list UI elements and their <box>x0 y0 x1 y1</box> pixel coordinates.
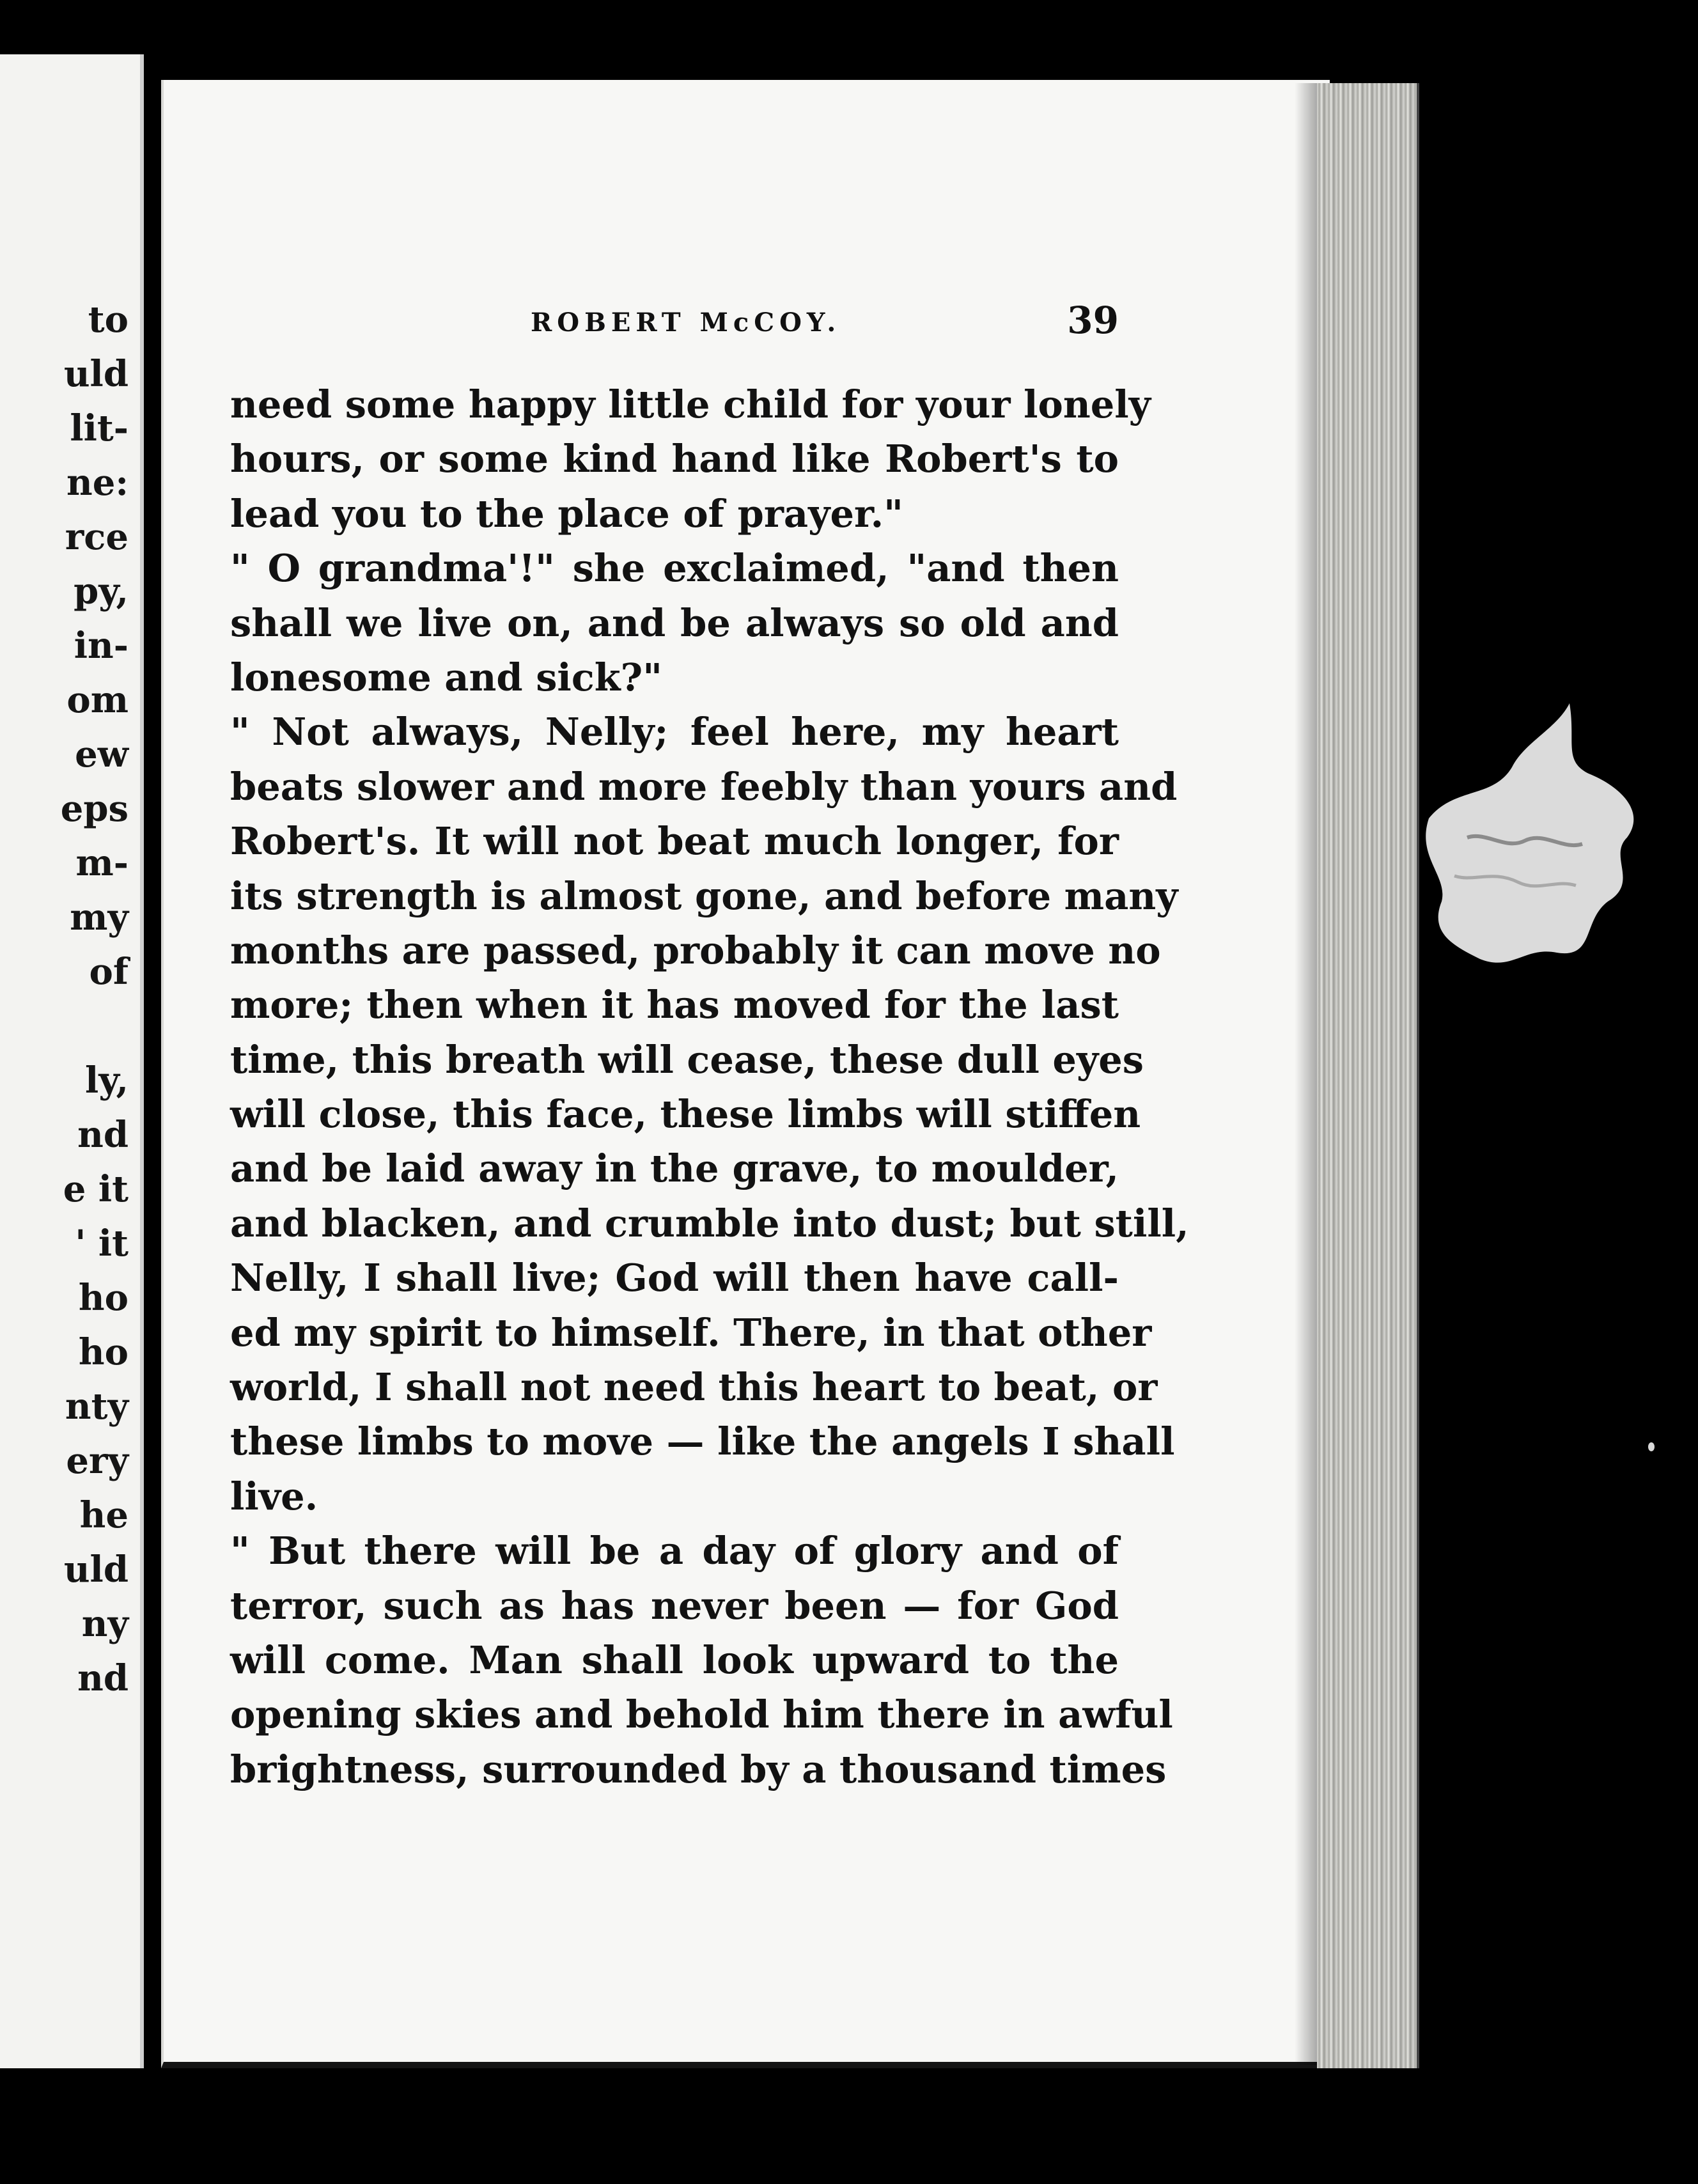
text-line: its strength is almost gone, and before many <box>230 873 1178 918</box>
previous-page-text-fragment: ho <box>78 1277 129 1319</box>
previous-page-text-fragment: ly, <box>85 1059 129 1102</box>
text-line: Robert's. It will not beat much longer, for <box>230 819 1119 864</box>
previous-page-text-fragment: of <box>89 951 129 993</box>
page-number: 39 <box>1067 299 1119 342</box>
text-line: and be laid away in the grave, to moulder, <box>230 1146 1119 1191</box>
text-line: shall we live on, and be always so old and <box>230 600 1119 645</box>
page-header <box>531 300 1119 345</box>
text-line: Nelly, I shall live; God will then have call- <box>230 1256 1119 1300</box>
previous-page-text-fragment: rce <box>65 516 129 558</box>
previous-page-text-fragment: m- <box>75 842 129 884</box>
text-line: lonesome and sick?" <box>230 655 662 699</box>
previous-page-text-fragment: to <box>88 299 129 341</box>
previous-page-text-fragment: ny <box>81 1603 129 1645</box>
previous-page-fragment <box>0 54 144 2068</box>
previous-page-text-fragment: nd <box>77 1657 129 1699</box>
text-line: these limbs to move — like the angels I shall <box>230 1419 1175 1464</box>
text-line: " O grandma'!" she exclaimed, "and then <box>230 546 1119 591</box>
page-edges <box>1317 83 1419 2068</box>
text-line: " But there will be a day of glory and of <box>230 1529 1119 1573</box>
previous-page-text-fragment: he <box>79 1494 129 1536</box>
previous-page-text-fragment: ew <box>75 733 129 776</box>
text-line: months are passed, probably it can move no <box>230 928 1161 972</box>
previous-page-text-fragment: nty <box>65 1385 129 1428</box>
text-line: brightness, surrounded by a thousand times <box>230 1747 1167 1791</box>
previous-page-text-fragment: ne: <box>66 462 129 504</box>
previous-page-text-fragment: nd <box>77 1114 129 1156</box>
text-line: world, I shall not need this heart to beat, or <box>230 1365 1158 1410</box>
previous-page-text-fragment: uld <box>63 353 129 395</box>
text-line: lead you to the place of prayer." <box>230 491 903 536</box>
previous-page-text-fragment: eps <box>60 788 129 830</box>
previous-page-text-fragment: om <box>66 679 129 721</box>
text-line: live. <box>230 1474 318 1518</box>
text-line: will come. Man shall look upward to the <box>230 1637 1119 1682</box>
text-line: hours, or some kind hand like Robert's to <box>230 437 1119 481</box>
previous-page-text-fragment: py, <box>74 570 129 612</box>
previous-page-text-fragment: ho <box>78 1331 129 1373</box>
previous-page-text-fragment: lit- <box>70 407 129 449</box>
text-line: beats slower and more feebly than yours and <box>230 764 1178 809</box>
running-head: ROBERT McCOY. <box>531 308 841 338</box>
text-line: terror, such as has never been — for God <box>230 1583 1119 1628</box>
text-line: ed my spirit to himself. There, in that other <box>230 1310 1152 1355</box>
text-line: and blacken, and crumble into dust; but still, <box>230 1201 1189 1245</box>
paper-damage-mark <box>1416 690 1659 997</box>
previous-page-text-fragment: my <box>70 896 129 939</box>
text-line: will close, this face, these limbs will stiffen <box>230 1092 1141 1137</box>
text-line: more; then when it has moved for the last <box>230 983 1119 1027</box>
previous-page-text-fragment: ' it <box>75 1222 129 1265</box>
previous-page-text-fragment: in- <box>74 625 129 667</box>
body-text <box>230 377 1189 1797</box>
text-line: " Not always, Nelly; feel here, my heart <box>230 710 1119 754</box>
previous-page-text-fragment: ery <box>66 1440 129 1482</box>
previous-page-text-fragment: uld <box>63 1548 129 1591</box>
text-line: opening skies and behold him there in awful <box>230 1692 1173 1737</box>
text-line: time, this breath will cease, these dull eyes <box>230 1037 1144 1082</box>
previous-page-text-fragment: e it <box>63 1168 129 1210</box>
text-line: need some happy little child for your lonely <box>230 382 1151 426</box>
paper-speck <box>1648 1442 1655 1451</box>
